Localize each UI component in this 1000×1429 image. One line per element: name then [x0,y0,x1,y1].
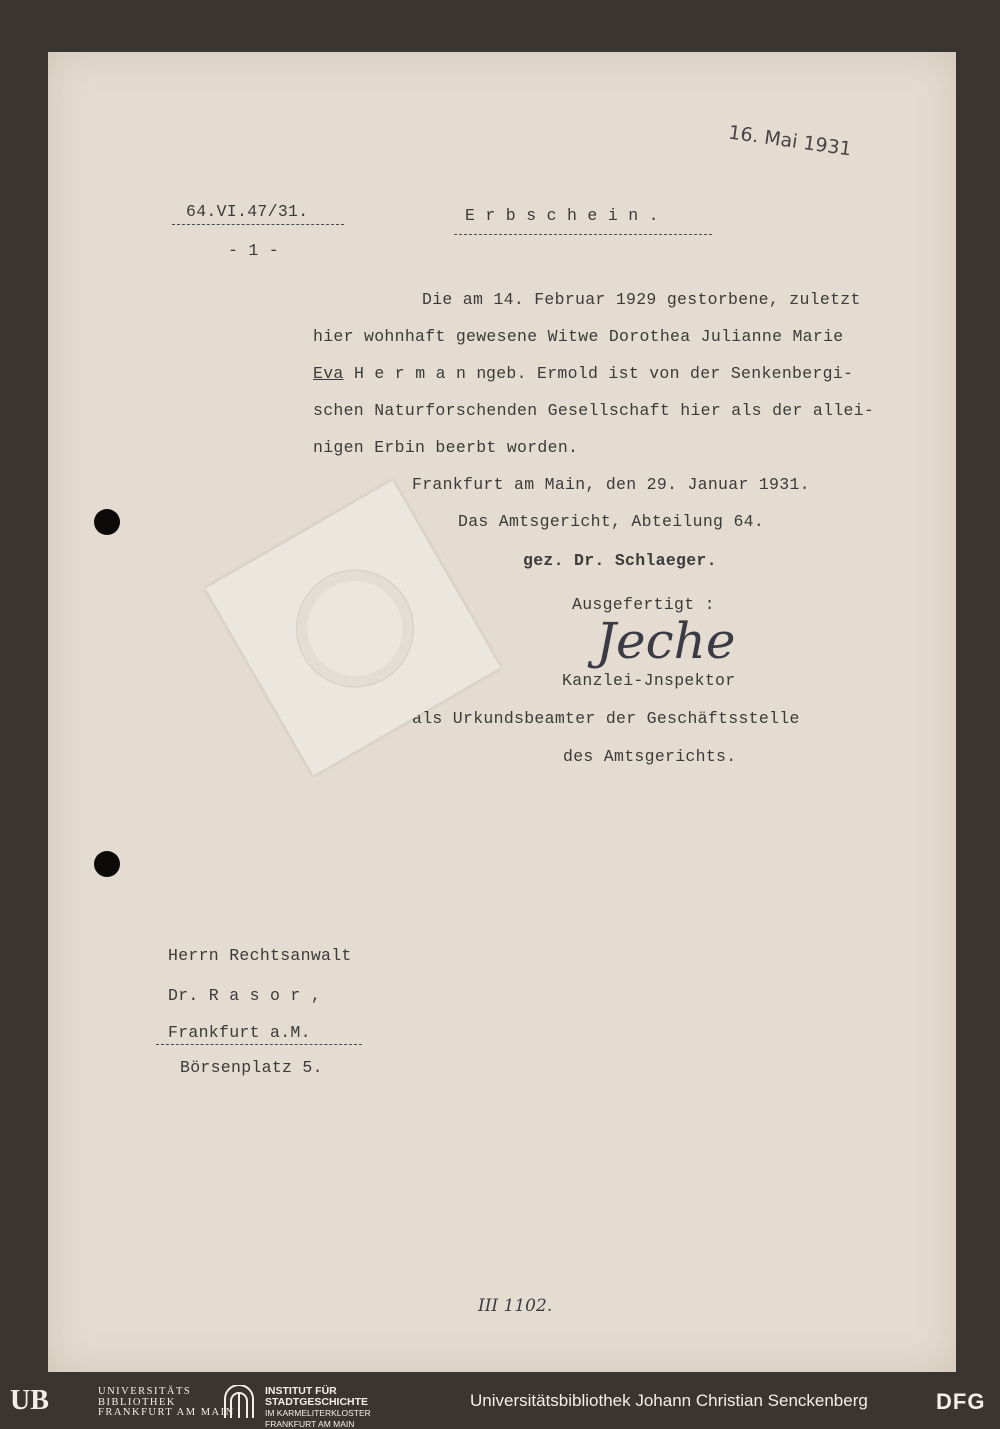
institute-arch-icon [222,1385,256,1419]
punch-hole [94,851,120,877]
certified-label: Ausgefertigt : [572,595,715,614]
ub-logo-text: UNIVERSITÄTS BIBLIOTHEK FRANKFURT AM MAIN [98,1386,235,1418]
document-title: E r b s c h e i n . [465,206,659,225]
body-line: hier wohnhaft gewesene Witwe Dorothea Julianne Marie [313,327,844,346]
recipient-name: Dr. R a s o r , [168,986,322,1005]
footer-bar [0,1377,1000,1427]
official-rank: Kanzlei-Jnspektor [562,671,736,690]
body-line: geb. Ermold ist von der Senkenbergi- [486,364,854,383]
recipient-street: Börsenplatz 5. [180,1058,323,1077]
place-and-date: Frankfurt am Main, den 29. Januar 1931. [412,475,810,494]
body-line: schen Naturforschenden Gesellschaft hier als der allei- [313,401,875,420]
recipient-salutation: Herrn Rechtsanwalt [168,946,352,965]
handwritten-signature: Jeche [596,612,736,670]
official-role: als Urkundsbeamter der Geschäftsstelle [412,709,800,728]
body-given-name: Eva [313,364,344,383]
recipient-city: Frankfurt a.M. [168,1023,311,1042]
body-line: nigen Erbin beerbt worden. [313,438,579,457]
ub-logo: UB [10,1385,49,1416]
institute-logo-subtitle: IM KARMELITERKLOSTER FRANKFURT AM MAIN [265,1408,371,1429]
library-name: Universitätsbibliothek Johann Christian Senckenberg [470,1391,868,1410]
signed-by: gez. Dr. Schlaeger. [523,551,717,570]
title-underline [454,234,712,235]
file-number: 64.VI.47/31. [186,202,309,221]
page-marker: - 1 - [228,241,280,260]
body-surname: H e r m a n n [354,364,487,383]
city-underline [156,1044,362,1045]
body-line: Die am 14. Februar 1929 gestorbene, zuletzt [422,290,861,309]
court-office: des Amtsgerichts. [563,747,737,766]
issuing-court: Das Amtsgericht, Abteilung 64. [458,512,765,531]
file-number-underline [172,224,344,225]
institute-logo-title: INSTITUT FÜR STADTGESCHICHTE [265,1385,369,1408]
seal-ring [274,548,435,709]
dfg-logo: DFG [936,1389,986,1414]
punch-hole [94,509,120,535]
received-date-stamp: 16. Mai 1931 [727,121,853,161]
archive-number: III 1102. [478,1296,553,1316]
